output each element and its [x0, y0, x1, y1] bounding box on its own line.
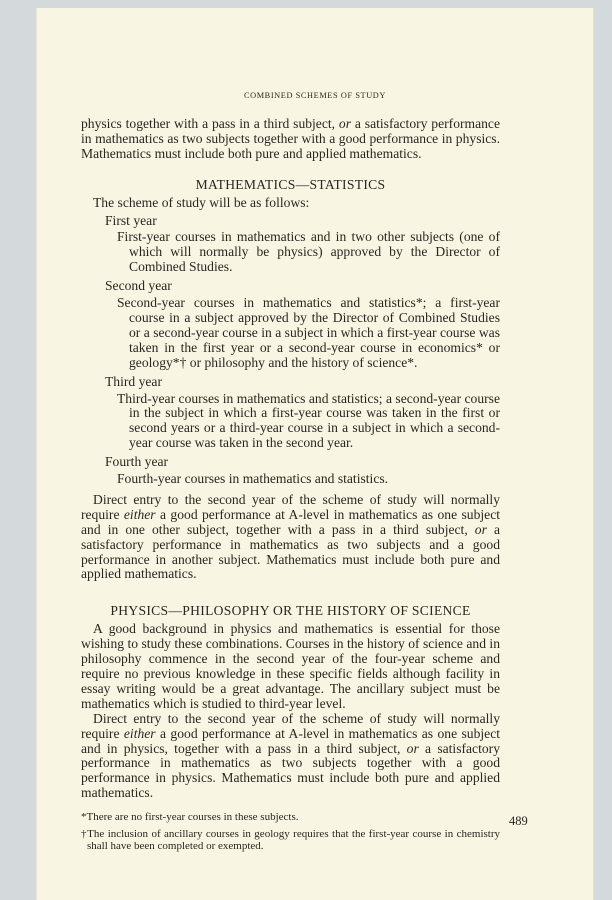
year-text-first: First-year courses in mathematics and in two other subjects (one of which will normally be physics) approved by the Director of Combined Studies.	[117, 229, 500, 275]
intro-text-2: a satisfactory performance	[351, 116, 500, 131]
year-label-first: First year	[105, 212, 157, 228]
intro-paragraph	[81, 117, 500, 162]
year-label-third: Third year	[105, 373, 162, 389]
year-text-third: Third-year courses in mathematics and statistics; a second-year course in the subject in which a first-year course was taken in the first or second years or a third-year course in a subject in which a second-year course was taken in the second year.	[117, 390, 500, 451]
scheme-lead: The scheme of study will be as follows:	[93, 194, 310, 210]
intro-text-1: physics together with a pass in a third subject,	[81, 116, 339, 131]
entry2-text-b: a good performance at A-level in mathematics as one subject and in physics, together with a pass in a third subject,	[81, 725, 501, 756]
page-body	[81, 117, 500, 853]
section-heading-physics-philosophy: PHYSICS—PHILOSOPHY OR THE HISTORY OF SCIENCE	[110, 603, 471, 619]
running-head: COMBINED SCHEMES OF STUDY	[243, 91, 386, 100]
year-label-fourth: Fourth year	[105, 454, 169, 470]
entry1-italic-or: or	[474, 521, 487, 537]
physics-philosophy-paragraph: A good background in physics and mathematics is essential for those wishing to study these combinations. Courses in the history of science and in philosophy commence in the second year of the four-year scheme and require no previous knowledge in these specific fields although facility in essay writing would be a great advantage. The ancillary subject must be mathematics which is studied to third-year level.	[81, 621, 500, 711]
entry1-text-c: a satisfactory performance in mathematics as two subjects and a good performance in another subject. Mathematics must include both pure and applied mathematics.	[81, 521, 500, 582]
entry-requirements-physics	[81, 712, 500, 801]
entry1-text-a: Direct entry to the second year of the scheme of study will normally require	[81, 491, 500, 522]
entry-requirements-math-stats	[81, 493, 500, 582]
year-text-second: Second-year courses in mathematics and statistics*; a first-year course in a subject approved by the Director of Combined Studies or a second-year course in a subject in which a first-year course was taken in the first year or a second-year course in economics* or geology*† or philosophy and the history of science*.	[117, 295, 500, 370]
footnote-dagger: †The inclusion of ancillary courses in geology requires that the first-year course in chemistry shall have been completed or exempted.	[81, 827, 500, 853]
intro-italic-or: or	[338, 116, 352, 131]
entry2-text-c: a satisfactory performance in mathematics as two subjects together with a good performance in physics. Mathematics must include both pure and applied mathematics.	[81, 740, 500, 801]
footnote-asterisk: *There are no first-year courses in these subjects.	[81, 811, 299, 824]
year-text-fourth: Fourth-year courses in mathematics and statistics.	[117, 471, 389, 487]
entry2-italic-or: or	[406, 740, 419, 756]
intro-text-4: Mathematics must include both pure and applied mathematics.	[81, 145, 422, 161]
entry1-italic-either: either	[123, 506, 156, 522]
entry2-italic-either: either	[123, 725, 156, 741]
entry1-text-b: a good performance at A-level in mathematics as one subject and in one other subject, together with a pass in a third subject,	[81, 506, 501, 537]
entry2-text-a: Direct entry to the second year of the scheme of study will normally require	[81, 710, 500, 741]
section-heading-math-stats: MATHEMATICS—STATISTICS	[195, 176, 386, 192]
intro-text-3: in mathematics as two subjects together with a good performance in physics.	[81, 130, 500, 146]
year-label-second: Second year	[105, 278, 172, 294]
year-list	[81, 214, 500, 487]
page-number: 489	[509, 814, 528, 828]
footnotes	[81, 811, 500, 853]
